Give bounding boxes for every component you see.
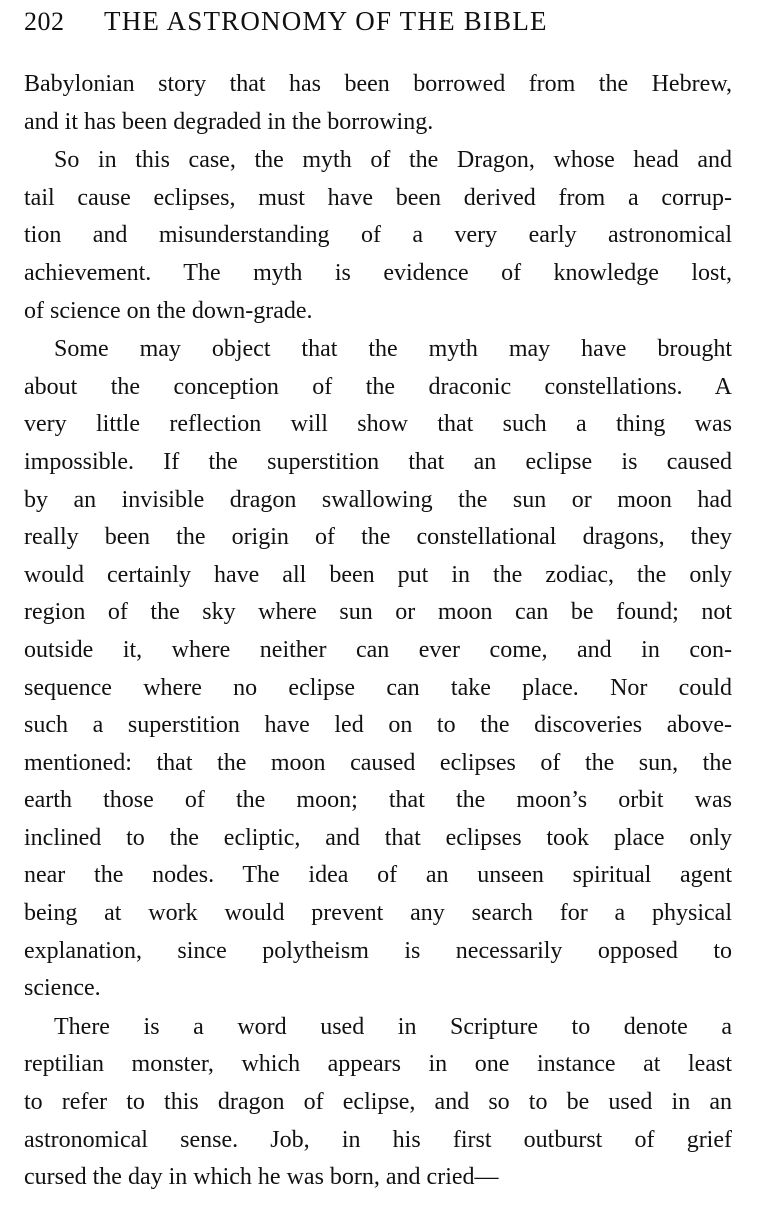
text-line: explanation, since polytheism is necessarily opposed to <box>24 937 732 964</box>
text-line: region of the sky where sun or moon can be found; not <box>24 599 732 626</box>
page-number: 202 <box>24 7 65 36</box>
text-line: astronomical sense. Job, in his first outburst of grief <box>24 1126 732 1153</box>
text-line: reptilian monster, which appears in one instance at least <box>24 1051 732 1078</box>
body-text <box>24 66 732 1197</box>
text-line: Babylonian story that has been borrowed from the Hebrew, <box>24 71 732 97</box>
running-title: THE ASTRONOMY OF THE BIBLE <box>104 6 548 36</box>
paragraph <box>24 1009 732 1197</box>
text-line: to refer to this dragon of eclipse, and so to be used in an <box>24 1089 732 1116</box>
paragraph <box>24 331 732 1008</box>
text-line: about the conception of the draconic constellations. A <box>24 373 732 400</box>
text-line: There is a word used in Scripture to denote a <box>54 1013 732 1040</box>
text-line: really been the origin of the constellational dragons, they <box>24 524 732 551</box>
text-line: impossible. If the superstition that an eclipse is caused <box>24 448 732 475</box>
text-line: being at work would prevent any search for a physical <box>24 900 732 927</box>
text-line: by an invisible dragon swallowing the sun or moon had <box>24 486 732 513</box>
text-line: achievement. The myth is evidence of knowledge lost, <box>24 259 732 286</box>
text-line: mentioned: that the moon caused eclipses of the sun, the <box>24 749 732 776</box>
text-line: near the nodes. The idea of an unseen spiritual agent <box>24 862 732 889</box>
paragraph <box>24 142 732 330</box>
text-line: sequence where no eclipse can take place. Nor could <box>24 674 732 701</box>
text-line: tail cause eclipses, must have been derived from a corrup- <box>24 184 732 211</box>
running-head <box>24 6 732 46</box>
text-line: Some may object that the myth may have brought <box>54 336 732 363</box>
text-line: would certainly have all been put in the zodiac, the only <box>24 561 732 588</box>
text-line: outside it, where neither can ever come, and in con- <box>24 636 732 663</box>
text-line: science. <box>24 975 101 1002</box>
paragraph <box>24 66 732 141</box>
text-line: and it has been degraded in the borrowing. <box>24 108 434 135</box>
text-line: So in this case, the myth of the Dragon, whose head and <box>54 147 732 174</box>
text-line: cursed the day in which he was born, and cried— <box>24 1164 499 1191</box>
text-line: of science on the down-grade. <box>24 297 313 324</box>
text-line: tion and misunderstanding of a very early astronomical <box>24 222 732 249</box>
text-line: very little reflection will show that such a thing was <box>24 411 732 438</box>
text-line: earth those of the moon; that the moon’s orbit was <box>24 787 732 814</box>
book-page <box>24 6 732 1197</box>
text-line: such a superstition have led on to the discoveries above- <box>24 712 732 739</box>
text-line: inclined to the ecliptic, and that eclipses took place only <box>24 824 732 851</box>
